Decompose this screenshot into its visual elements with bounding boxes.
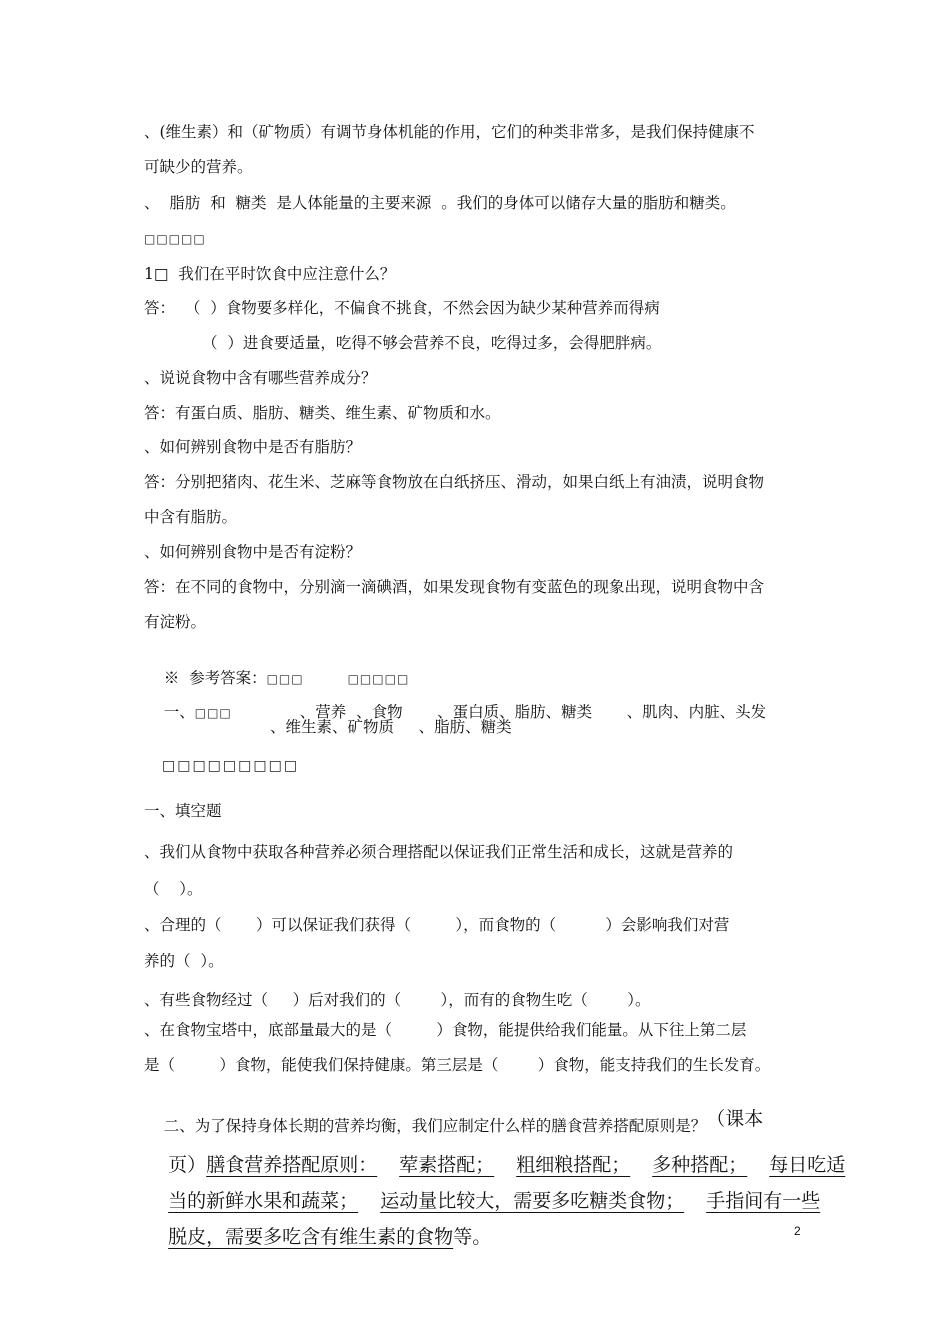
answer-line: 有淀粉。 bbox=[144, 613, 207, 631]
fill-blank-4-cont: 是（ ）食物，能使我们保持健康。第三层是（ ）食物，能支持我们的生长发育。 bbox=[144, 1056, 771, 1074]
answer-key-line: 一、□□□ 、营养 、食物 、蛋白质、脂肪、糖类 、肌肉、内脏、头发 bbox=[163, 703, 767, 721]
fill-blank-2: 、合理的（ ）可以保证我们获得（ ），而食物的（ ）会影响我们对营 bbox=[144, 916, 730, 934]
question-section-2: 二、为了保持身体长期的营养均衡，我们应制定什么样的膳食营养搭配原则是？（课本 bbox=[163, 1108, 764, 1135]
fill-blank-1-cont: （ ）。 bbox=[144, 880, 203, 898]
text-line: 、 脂肪 和 糖类 是人体能量的主要来源 。我们的身体可以储存大量的脂肪和糖类。 bbox=[144, 194, 736, 212]
section-title-fill-blank: 一、填空题 bbox=[144, 802, 222, 820]
text-line: 可缺少的营养。 bbox=[144, 158, 253, 176]
fill-blank-3: 、有些食物经过（ ）后对我们的（ ），而有的食物生吃（ ）。 bbox=[144, 991, 651, 1009]
question-2: 、说说食物中含有哪些营养成分？ bbox=[144, 369, 377, 387]
garbled-heading: □□□□□ bbox=[144, 232, 206, 246]
answer-key-line: 、维生素、矿物质 、脂肪、糖类 bbox=[270, 718, 512, 736]
section-heading: □□□□□□□□□ bbox=[162, 758, 300, 774]
fill-blank-1: 、我们从食物中获取各种营养必须合理搭配以保证我们正常生活和成长，这就是营养的 bbox=[144, 843, 734, 861]
fill-blank-4: 、在食物宝塔中，底部量最大的是（ ）食物，能提供给我们能量。从下往上第二层 bbox=[144, 1021, 747, 1039]
question-3: 、如何辨别食物中是否有脂肪？ bbox=[144, 438, 362, 456]
answer-line: 答：有蛋白质、脂肪、糖类、维生素、矿物质和水。 bbox=[144, 404, 501, 422]
text-line: 、(维生素）和（矿物质）有调节身体机能的作用，它们的种类非常多，是我们保持健康不 bbox=[144, 123, 755, 141]
handwritten-answer-line: 脱皮，需要多吃含有维生素的食物等。 bbox=[168, 1226, 492, 1248]
answer-line: 中含有脂肪。 bbox=[144, 508, 238, 526]
handwritten-answer-line: 当的新鲜水果和蔬菜； 运动量比较大，需要多吃糖类食物； 手指间有一些 bbox=[168, 1190, 821, 1212]
question-4: 、如何辨别食物中是否有淀粉？ bbox=[144, 543, 362, 561]
answer-line: 答： （ ）食物要多样化，不偏食不挑食，不然会因为缺少某种营养而得病 bbox=[144, 299, 660, 317]
answer-line: 答：在不同的食物中，分别滴一滴碘酒，如果发现食物有变蓝色的现象出现，说明食物中含 bbox=[144, 578, 765, 596]
answer-line: 答：分别把猪肉、花生米、芝麻等食物放在白纸挤压、滑动，如果白纸上有油渍，说明食物 bbox=[144, 473, 765, 491]
answer-line: （ ）进食要适量，吃得不够会营养不良，吃得过多，会得肥胖病。 bbox=[202, 334, 662, 352]
handwritten-answer-line: 页）膳食营养搭配原则： 荤素搭配； 粗细粮搭配； 多种搭配； 每日吃适 bbox=[168, 1154, 846, 1176]
reference-answer-label: ※ 参考答案：□□□ □□□□□ bbox=[163, 669, 410, 687]
question-1: 1□ 我们在平时饮食中应注意什么？ bbox=[144, 265, 396, 283]
page-number: 2 bbox=[794, 1224, 801, 1238]
fill-blank-2-cont: 养的（ ）。 bbox=[144, 952, 224, 970]
